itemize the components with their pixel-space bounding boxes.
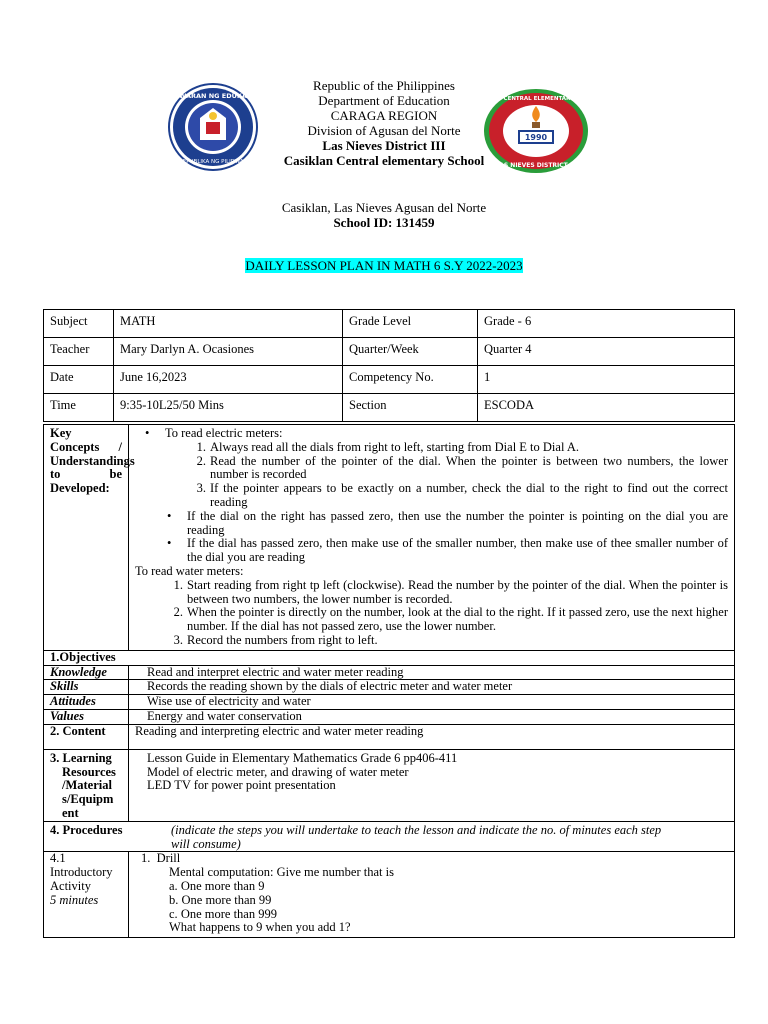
item-letter: c.	[169, 906, 178, 921]
intro-content-cell	[129, 852, 735, 938]
item-text: One more than 9	[180, 878, 265, 893]
bullet-icon: •	[167, 508, 172, 523]
objective-value: Energy and water conservation	[129, 709, 735, 724]
school-name: Casiklan Central elementary School	[283, 153, 485, 168]
bullet-list	[135, 510, 728, 565]
key-concepts-cell	[129, 425, 735, 651]
bullet-text: If the dial on the right has passed zero, then use the number the pointer is pointing on the dial you are reading	[187, 508, 728, 537]
item-letter: a.	[169, 878, 178, 893]
info-label: Grade Level	[343, 310, 478, 338]
step-text: Read the number of the pointer of the dial. When the pointer is between two numbers, the lower number is recorded	[210, 453, 728, 482]
table-row	[44, 695, 735, 710]
table-row	[44, 680, 735, 695]
list-item: 2. When the pointer is directly on the number, look at the dial to the right. If it passed zero, use the next higher number. If the dial has not passed zero, use the lower number.	[173, 605, 728, 634]
school-seal-logo	[470, 88, 602, 174]
info-value: Grade - 6	[478, 310, 735, 338]
svg-text:REPUBLIKA NG PILIPINAS: REPUBLIKA NG PILIPINAS	[178, 159, 248, 165]
water-heading: To read water meters:	[135, 563, 244, 578]
resources-list	[129, 749, 735, 821]
svg-text:LAS NIEVES DISTRICT III: LAS NIEVES DISTRICT III	[495, 162, 577, 169]
table-row	[44, 665, 735, 680]
list-item: 1. Start reading from right tp left (clockwise). Read the number by the pointer of the dial. When the pointer is between two numbers, the lower number is recorded.	[173, 577, 728, 606]
table-row	[44, 338, 735, 366]
drill-number: 1.	[141, 851, 151, 866]
step-text: When the pointer is directly on the number, look at the dial to the right. If it passed zero, use the next higher number. If the dial has not passed zero, use the lower number.	[187, 605, 728, 634]
resource-item: LED TV for power point presentation	[147, 778, 336, 793]
title-highlight: DAILY LESSON PLAN IN MATH 6 S.Y 2022-2023	[245, 258, 523, 273]
intro-label: Introductory Activity	[50, 865, 113, 893]
address-line: Casiklan, Las Nieves Agusan del Norte	[281, 200, 487, 215]
bullet-text: If the dial has passed zero, then make use of the smaller number, then make use of thee smaller number of the dial you are reading	[187, 536, 728, 565]
svg-text:KAGAWARAN NG EDUKASYON: KAGAWARAN NG EDUKASYON	[158, 92, 268, 100]
drill-item	[135, 894, 728, 908]
info-label: Teacher	[44, 338, 114, 366]
drill-line	[135, 852, 728, 866]
key-concepts-label: Key Concepts / Understandings to be Developed:	[44, 425, 129, 651]
table-row	[44, 310, 735, 338]
resource-item: Lesson Guide in Elementary Mathematics Grade 6 pp406-411	[147, 750, 458, 765]
table-row	[44, 709, 735, 724]
list-item: 1. Always read all the dials from right to left, starting from Dial E to Dial A.	[196, 439, 580, 454]
objective-label: Values	[44, 709, 129, 724]
header-line: Department of Education	[318, 93, 450, 108]
procedures-row	[44, 821, 735, 852]
info-table	[43, 309, 735, 422]
procedures-note-text: (indicate the steps you will undertake to teach the lesson and indicate the no. of minutes each step will consume)	[171, 822, 662, 851]
drill-item	[135, 908, 728, 922]
list-item: 2. Read the number of the pointer of the dial. When the pointer is between two numbers, the lower number is recorded	[196, 453, 728, 482]
step-text: If the pointer appears to be exactly on a number, check the dial to the right to find out the correct reading	[210, 481, 728, 509]
drill-item	[135, 880, 728, 894]
intro-minutes: 5 minutes	[50, 892, 99, 907]
info-value: 9:35-10L25/50 Mins	[114, 394, 343, 422]
table-row	[44, 425, 735, 651]
resource-item: Model of electric meter, and drawing of water meter	[147, 764, 409, 779]
info-value: Mary Darlyn A. Ocasiones	[114, 338, 343, 366]
info-value: June 16,2023	[114, 366, 343, 394]
step-text: Always read all the dials from right to left, starting from Dial E to Dial A.	[210, 439, 580, 454]
objective-value: Read and interpret electric and water meter reading	[129, 665, 735, 680]
step-text: Record the numbers from right to left.	[187, 632, 378, 647]
objective-value: Records the reading shown by the dials of electric meter and water meter	[129, 680, 735, 695]
drill-question: What happens to 9 when you add 1?	[169, 920, 351, 935]
table-row	[44, 724, 735, 749]
objective-label: Knowledge	[44, 665, 129, 680]
objective-label: Attitudes	[44, 695, 129, 710]
info-label: Subject	[44, 310, 114, 338]
header-line: CARAGA REGION	[330, 108, 438, 123]
table-row	[44, 821, 735, 852]
school-header	[0, 78, 768, 168]
item-letter: b.	[169, 892, 179, 907]
table-row	[44, 366, 735, 394]
list-item: 3. Record the numbers from right to left.	[173, 632, 378, 647]
objective-label: Skills	[44, 680, 129, 695]
school-address	[0, 200, 768, 230]
objectives-heading: 1.Objectives	[44, 650, 735, 665]
info-label: Time	[44, 394, 114, 422]
item-text: One more than 99	[181, 892, 272, 907]
list-item	[135, 427, 728, 441]
electric-heading: To read electric meters:	[165, 426, 283, 440]
bullet-icon: •	[167, 536, 172, 551]
electric-steps	[135, 441, 728, 510]
drill-label: Drill	[156, 851, 181, 866]
document-title	[0, 258, 768, 274]
resources-label: 3. Learning Resources /Material s/Equipm ent	[44, 749, 129, 821]
header-line: Republic of the Philippines	[313, 78, 455, 93]
objective-value: Wise use of electricity and water	[129, 695, 735, 710]
step-text: Start reading from right tp left (clockwise). Read the number by the pointer of the dial. When the pointer is between two numbers, the lower number is recorded.	[187, 577, 728, 606]
intro-number: 4.1	[50, 851, 66, 866]
svg-text:1990: 1990	[524, 133, 548, 142]
table-row	[44, 749, 735, 821]
list-item	[167, 508, 728, 538]
content-value: Reading and interpreting electric and water meter reading	[129, 724, 735, 749]
info-value: Quarter 4	[478, 338, 735, 366]
procedures-note	[50, 824, 728, 852]
item-text: One more than 999	[180, 906, 277, 921]
info-label: Section	[343, 394, 478, 422]
info-label: Competency No.	[343, 366, 478, 394]
water-steps	[135, 579, 728, 648]
school-id: School ID: 131459	[333, 215, 435, 230]
intro-label-cell	[44, 852, 129, 938]
drill-instruction: Mental computation: Give me number that is	[169, 865, 394, 880]
list-item	[167, 536, 728, 565]
procedures-label: 4. Procedures	[50, 822, 123, 837]
info-value: 1	[478, 366, 735, 394]
info-value: MATH	[114, 310, 343, 338]
lesson-table	[43, 424, 735, 938]
bullet-icon: •	[145, 426, 150, 440]
svg-text:CASIKLAN CENTRAL ELEMENTARY SC: CASIKLAN CENTRAL ELEMENTARY SCHOOL	[470, 96, 602, 102]
table-row	[44, 852, 735, 938]
info-label: Date	[44, 366, 114, 394]
info-value: ESCODA	[478, 394, 735, 422]
info-label: Quarter/Week	[343, 338, 478, 366]
list-item: 3. If the pointer appears to be exactly on a number, check the dial to the right to find out the correct reading	[196, 481, 728, 509]
table-row	[44, 394, 735, 422]
content-label: 2. Content	[44, 724, 129, 749]
header-line: Division of Agusan del Norte	[307, 123, 461, 138]
district-name: Las Nieves District III	[322, 138, 446, 153]
table-row	[44, 650, 735, 665]
